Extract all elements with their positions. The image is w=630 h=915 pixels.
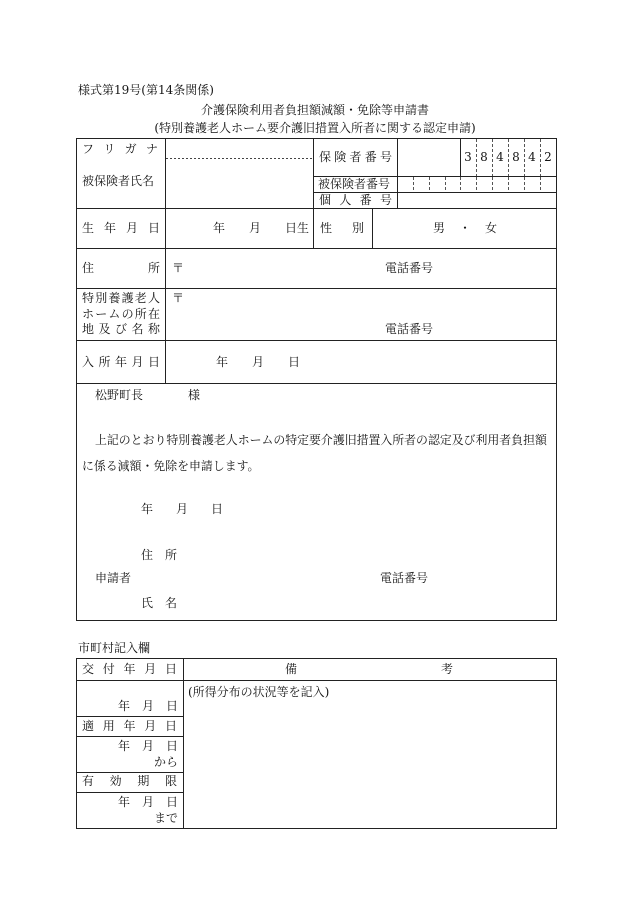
label-char: 険 (334, 150, 347, 164)
label-char: 性 (320, 221, 333, 235)
facility-label-line (82, 291, 160, 305)
declaration-date (141, 502, 223, 516)
label-char: 適 (82, 719, 95, 733)
label-char: 月 (175, 502, 188, 516)
insurer-number-digit: 3 (464, 150, 472, 164)
label-char: 年 (123, 662, 136, 676)
label-char: ー (95, 307, 108, 321)
label-char: 有 (82, 774, 95, 788)
insurer-number-label (319, 150, 392, 164)
label-char: 年 (216, 355, 229, 369)
label-char: 年 (114, 355, 127, 369)
label-char: 地 (82, 322, 95, 336)
label-char: 番 (364, 150, 377, 164)
label-char: 日 (287, 355, 300, 369)
sex-label (320, 221, 364, 235)
furigana-field (166, 139, 313, 158)
insured-number-label: 被保険者番号 (318, 177, 391, 191)
applicant-name-label (141, 596, 177, 610)
grid-line (372, 208, 373, 248)
label-char: 名 (131, 322, 144, 336)
label-char: 氏 (141, 596, 154, 610)
label-char: 付 (102, 662, 115, 676)
label-char: 備 (285, 662, 298, 676)
label-char: 生 (82, 221, 95, 235)
label-char: 護 (121, 291, 134, 305)
label-char: 期 (137, 774, 150, 788)
label-char: 名 (164, 596, 177, 610)
label-char: 月 (251, 355, 264, 369)
label-char: 養 (108, 291, 121, 305)
label-char: 住 (82, 261, 95, 275)
label-char: 月 (125, 221, 138, 235)
label-char: 用 (102, 719, 115, 733)
insurer-number-digit: 4 (528, 150, 536, 164)
label-char: 住 (141, 548, 154, 562)
label-char: 所 (164, 548, 177, 562)
applicant-address-label (141, 548, 177, 562)
personal-number-label (319, 193, 392, 207)
label-char: 日 (165, 699, 178, 713)
label-char: 在 (147, 307, 160, 321)
label-char: 月 (141, 699, 154, 713)
label-char: 入 (82, 355, 95, 369)
grid-line (76, 736, 183, 737)
label-char: 日 (164, 719, 177, 733)
insurer-number-digit: 8 (480, 150, 488, 164)
validity-label (82, 774, 177, 788)
applied-date-suffix: から (153, 755, 178, 769)
label-char: 番 (359, 193, 372, 207)
facility-label-line (82, 307, 160, 321)
label-char: ム (108, 307, 121, 321)
label-char: ホ (82, 307, 95, 321)
label-char: 日 (147, 221, 160, 235)
grid-line (76, 248, 557, 249)
address-postal-mark: 〒 (172, 261, 185, 275)
label-char: 日生 (284, 221, 309, 235)
insurer-number-blank-cell (398, 139, 460, 176)
insurer-number-digit: 4 (496, 150, 504, 164)
label-char: フ (82, 142, 95, 156)
label-char: 称 (147, 322, 160, 336)
label-char: 月 (144, 719, 157, 733)
grid-line (76, 383, 557, 384)
statement-line: に係る減額・免除を申請します。 (82, 459, 260, 473)
label-char: 年 (141, 502, 154, 516)
label-char: 考 (440, 662, 453, 676)
applicant-label: 申請者 (95, 571, 132, 585)
birth-date-label (82, 221, 160, 235)
label-char: 特 (82, 291, 95, 305)
honorific: 様 (188, 388, 201, 402)
label-char: 月 (144, 662, 157, 676)
grid-line (76, 340, 557, 341)
label-char: 日 (210, 502, 223, 516)
insurer-number-digit: 8 (512, 150, 520, 164)
statement-line: 上記のとおり特別養護老人ホームの特定要介護旧措置入所者の認定及び利用者負担額 (95, 433, 547, 447)
label-char: 日 (147, 355, 160, 369)
form-subtitle: (特別養護老人ホーム要介護旧措置入所者に関する認定申請) (154, 121, 476, 135)
insurer-number-digit: 2 (544, 150, 552, 164)
label-char: 所 (147, 261, 160, 275)
personal-number-field (398, 193, 556, 208)
address-phone-label: 電話番号 (385, 261, 434, 275)
insured-name-field (166, 159, 313, 208)
remarks-field (184, 681, 556, 828)
grid-line (76, 208, 557, 209)
label-char: 効 (109, 774, 122, 788)
facility-label-line (82, 322, 160, 336)
insured-name-label: 被保険者氏名 (82, 174, 155, 188)
label-char: 女 (484, 221, 497, 235)
applicant-phone-label: 電話番号 (380, 571, 429, 585)
remarks-label (285, 662, 453, 676)
grid-line (76, 288, 557, 289)
label-char: 所 (98, 355, 111, 369)
label-char: 日 (164, 662, 177, 676)
admission-date-field (216, 355, 300, 369)
label-char: 年 (118, 739, 131, 753)
label-char: 年 (123, 719, 136, 733)
label-char: の (121, 307, 134, 321)
issue-date-label (82, 662, 177, 676)
label-char: 年 (118, 699, 131, 713)
label-char: 所 (134, 307, 147, 321)
facility-phone-label: 電話番号 (385, 322, 434, 336)
label-char: 人 (339, 193, 352, 207)
label-char: 年 (213, 221, 226, 235)
label-char: 月 (141, 739, 154, 753)
label-char: 月 (131, 355, 144, 369)
address-label (82, 261, 160, 275)
sex-options (433, 221, 497, 235)
insured-number-field (398, 177, 556, 192)
remarks-note: (所得分布の状況等を記入) (188, 685, 330, 699)
label-char: 号 (379, 150, 392, 164)
form-number: 様式第19号(第14条関係) (78, 83, 214, 97)
label-char: ・ (458, 221, 471, 235)
issue-date-field (118, 699, 178, 713)
label-char: 日 (165, 739, 178, 753)
municipal-heading: 市町村記入欄 (78, 641, 151, 655)
label-char: 者 (349, 150, 362, 164)
addressee: 松野町長 (95, 388, 144, 402)
label-char: ガ (124, 142, 137, 156)
label-char: 別 (95, 291, 108, 305)
label-char: 人 (147, 291, 160, 305)
label-char: 及 (98, 322, 111, 336)
label-char: リ (103, 142, 116, 156)
label-char: 保 (319, 150, 332, 164)
grid-line (76, 716, 183, 717)
applied-date-field (118, 739, 178, 753)
validity-suffix: まで (153, 811, 178, 825)
label-char: 個 (319, 193, 332, 207)
label-char: 日 (165, 795, 178, 809)
label-char: 年 (118, 795, 131, 809)
label-char: 交 (82, 662, 95, 676)
label-char: 月 (248, 221, 261, 235)
facility-postal-mark: 〒 (172, 291, 185, 305)
label-char: 年 (103, 221, 116, 235)
applied-date-label (82, 719, 177, 733)
label-char: 別 (351, 221, 364, 235)
birth-date-field (213, 221, 309, 235)
validity-date-field (118, 795, 178, 809)
label-char: 月 (141, 795, 154, 809)
furigana-label (82, 142, 158, 156)
label-char: 男 (433, 221, 446, 235)
label-char: 限 (164, 774, 177, 788)
grid-line (76, 772, 183, 773)
grid-line (76, 792, 183, 793)
form-title: 介護保険利用者負担額減額・免除等申請書 (200, 103, 429, 117)
label-char: び (114, 322, 127, 336)
label-char: 号 (379, 193, 392, 207)
label-char: ナ (145, 142, 158, 156)
grid-line (313, 138, 314, 248)
admission-date-label (82, 355, 160, 369)
label-char: 老 (134, 291, 147, 305)
